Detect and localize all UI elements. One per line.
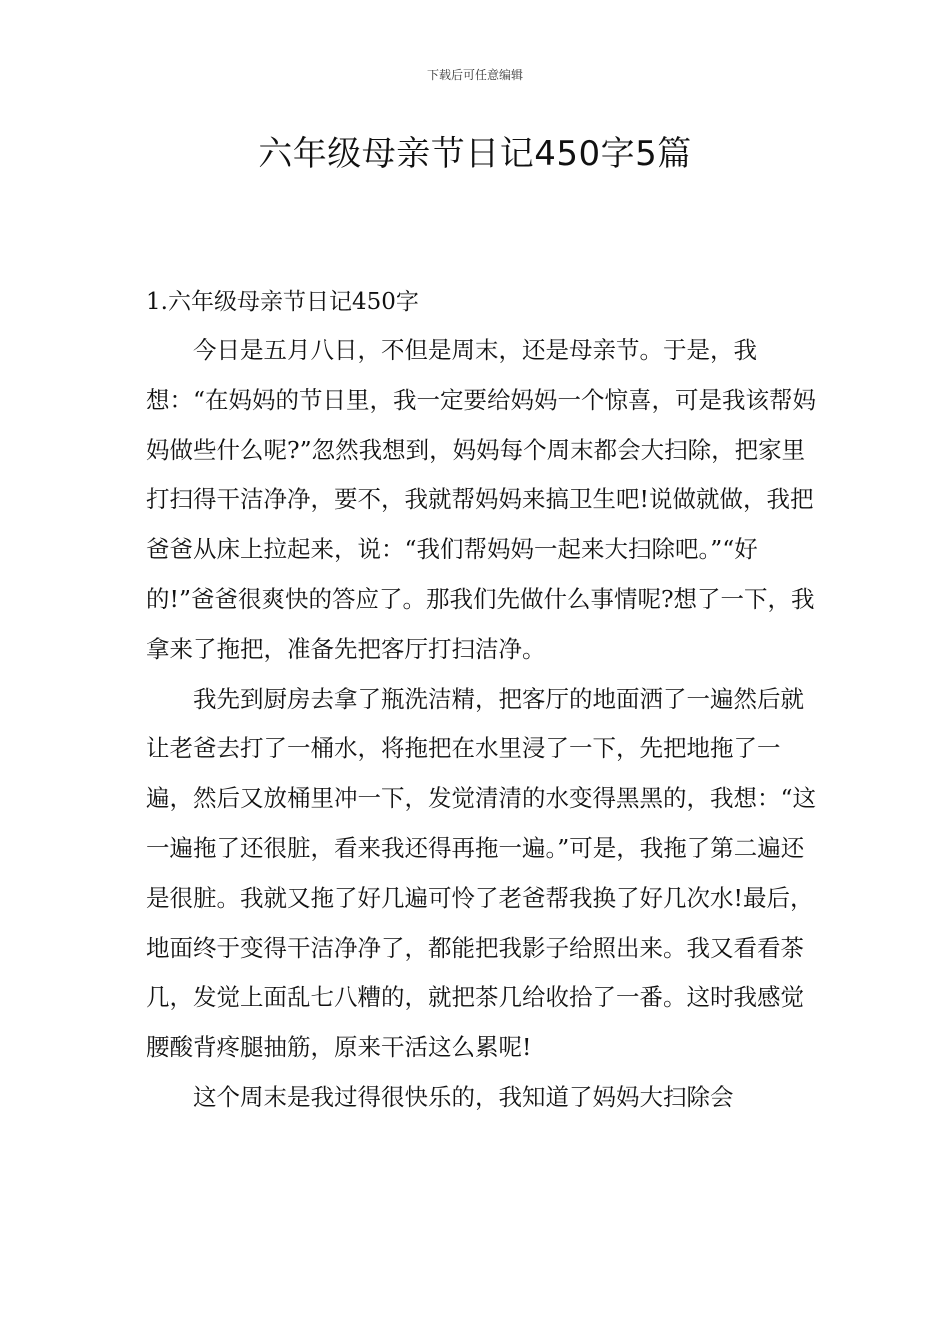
section-heading: 1.六年级母亲节日记450字 <box>146 289 419 315</box>
body-text <box>146 326 826 1123</box>
paragraph-2: 我先到厨房去拿了瓶洗洁精，把客厅的地面洒了一遍然后就让老爸去打了一桶水，将拖把在水里浸了一下，先把地拖了一遍，然后又放桶里冲一下，发觉清清的水变得黑黑的，我想：“这一遍拖了还很脏，看来我还得再拖一遍。”可是，我拖了第二遍还是很脏。我就又拖了好几遍可怜了老爸帮我换了好几次水!最后，地面终于变得干洁净净了，都能把我影子给照出来。我又看看茶几，发觉上面乱七八糟的，就把茶几给收拾了一番。这时我感觉腰酸背疼腿抽筋，原来干活这么累呢! <box>146 684 817 1062</box>
header-note: 下载后可任意编辑 <box>426 68 523 82</box>
document-title: 六年级母亲节日记450字5篇 <box>258 134 692 174</box>
paragraph-1: 今日是五月八日，不但是周末，还是母亲节。于是，我想：“在妈妈的节日里，我一定要给妈妈一个惊喜，可是我该帮妈妈做些什么呢?”忽然我想到，妈妈每个周末都会大扫除，把家里打扫得干洁净净，要不，我就帮妈妈来搞卫生吧!说做就做，我把爸爸从床上拉起来，说：“我们帮妈妈一起来大扫除吧。”“好的!”爸爸很爽快的答应了。那我们先做什么事情呢?想了一下，我拿来了拖把，准备先把客厅打扫洁净。 <box>146 336 817 663</box>
paragraph-3: 这个周末是我过得很快乐的，我知道了妈妈大扫除会 <box>193 1082 734 1111</box>
